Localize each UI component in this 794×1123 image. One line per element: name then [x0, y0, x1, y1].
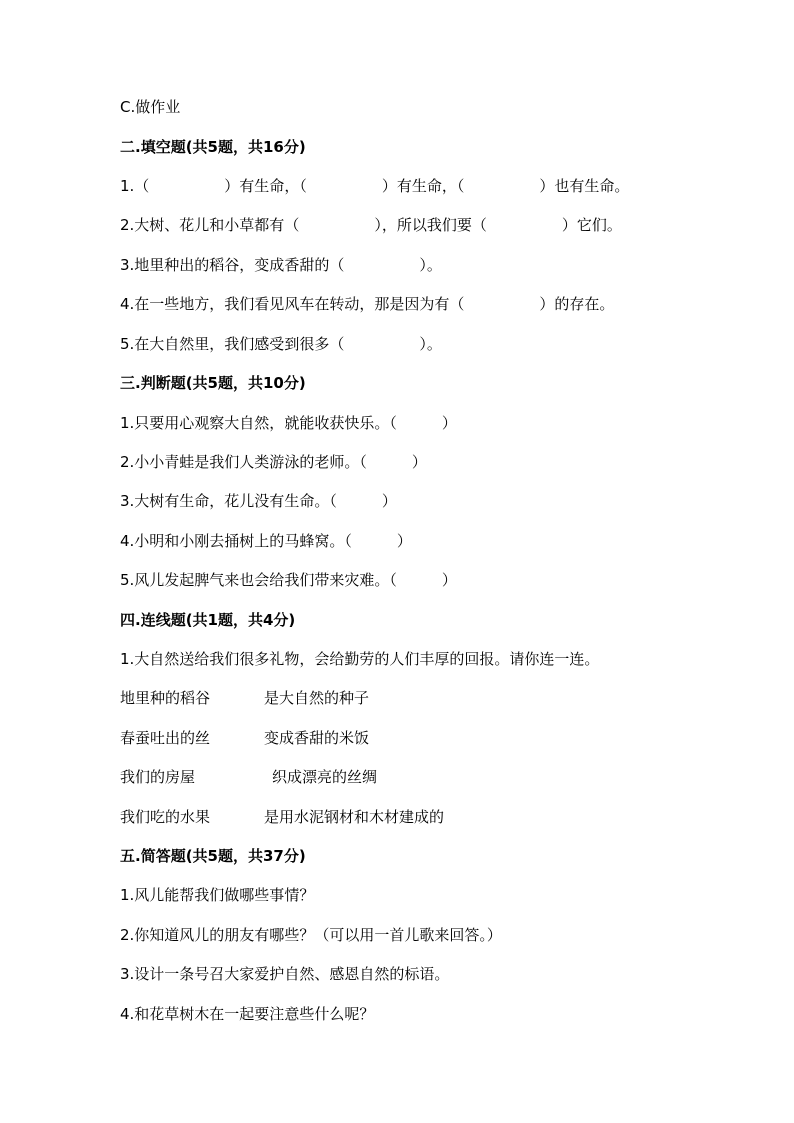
matching-left-item-1: 地里种的稻谷 [120, 689, 211, 707]
matching-left-item-2: 春蚕吐出的丝 [120, 729, 211, 747]
section-short-answer-heading: 五.简答题(共5题，共37分) [120, 847, 306, 865]
short-answer-question-3: 3.设计一条号召大家爱护自然、感恩自然的标语。 [120, 965, 450, 983]
short-answer-question-2: 2.你知道风儿的朋友有哪些？（可以用一首儿歌来回答。） [120, 926, 502, 944]
section-fill-blank-heading: 二.填空题(共5题，共16分) [120, 138, 306, 156]
section-true-false-heading: 三.判断题(共5题，共10分) [120, 374, 306, 392]
matching-right-item-2: 变成香甜的米饭 [264, 729, 370, 747]
short-answer-question-1: 1.风儿能帮我们做哪些事情？ [120, 886, 315, 904]
fill-blank-question-2: 2.大树、花儿和小草都有（ ），所以我们要（ ）它们。 [120, 216, 622, 234]
matching-right-item-1: 是大自然的种子 [264, 689, 370, 707]
true-false-question-1: 1.只要用心观察大自然，就能收获快乐。（ ） [120, 414, 457, 432]
true-false-question-4: 4.小明和小刚去捅树上的马蜂窝。（ ） [120, 532, 412, 550]
fill-blank-question-3: 3.地里种出的稻谷，变成香甜的（ ）。 [120, 256, 442, 274]
matching-right-item-3: 织成漂亮的丝绸 [272, 768, 378, 786]
previous-option-c: C.做作业 [120, 98, 181, 116]
true-false-question-2: 2.小小青蛙是我们人类游泳的老师。（ ） [120, 453, 427, 471]
true-false-question-3: 3.大树有生命，花儿没有生命。（ ） [120, 492, 397, 510]
fill-blank-question-1: 1.（ ）有生命，（ ）有生命，（ ）也有生命。 [120, 177, 630, 195]
fill-blank-question-5: 5.在大自然里，我们感受到很多（ ）。 [120, 335, 442, 353]
matching-left-item-3: 我们的房屋 [120, 768, 196, 786]
short-answer-question-4: 4.和花草树木在一起要注意些什么呢？ [120, 1005, 375, 1023]
matching-right-item-4: 是用水泥钢材和木材建成的 [264, 808, 445, 826]
true-false-question-5: 5.风儿发起脾气来也会给我们带来灾难。（ ） [120, 571, 457, 589]
fill-blank-question-4: 4.在一些地方，我们看见风车在转动，那是因为有（ ）的存在。 [120, 295, 615, 313]
matching-left-item-4: 我们吃的水果 [120, 808, 211, 826]
section-matching-heading: 四.连线题(共1题，共4分) [120, 611, 296, 629]
matching-question-1: 1.大自然送给我们很多礼物，会给勤劳的人们丰厚的回报。请你连一连。 [120, 650, 600, 668]
